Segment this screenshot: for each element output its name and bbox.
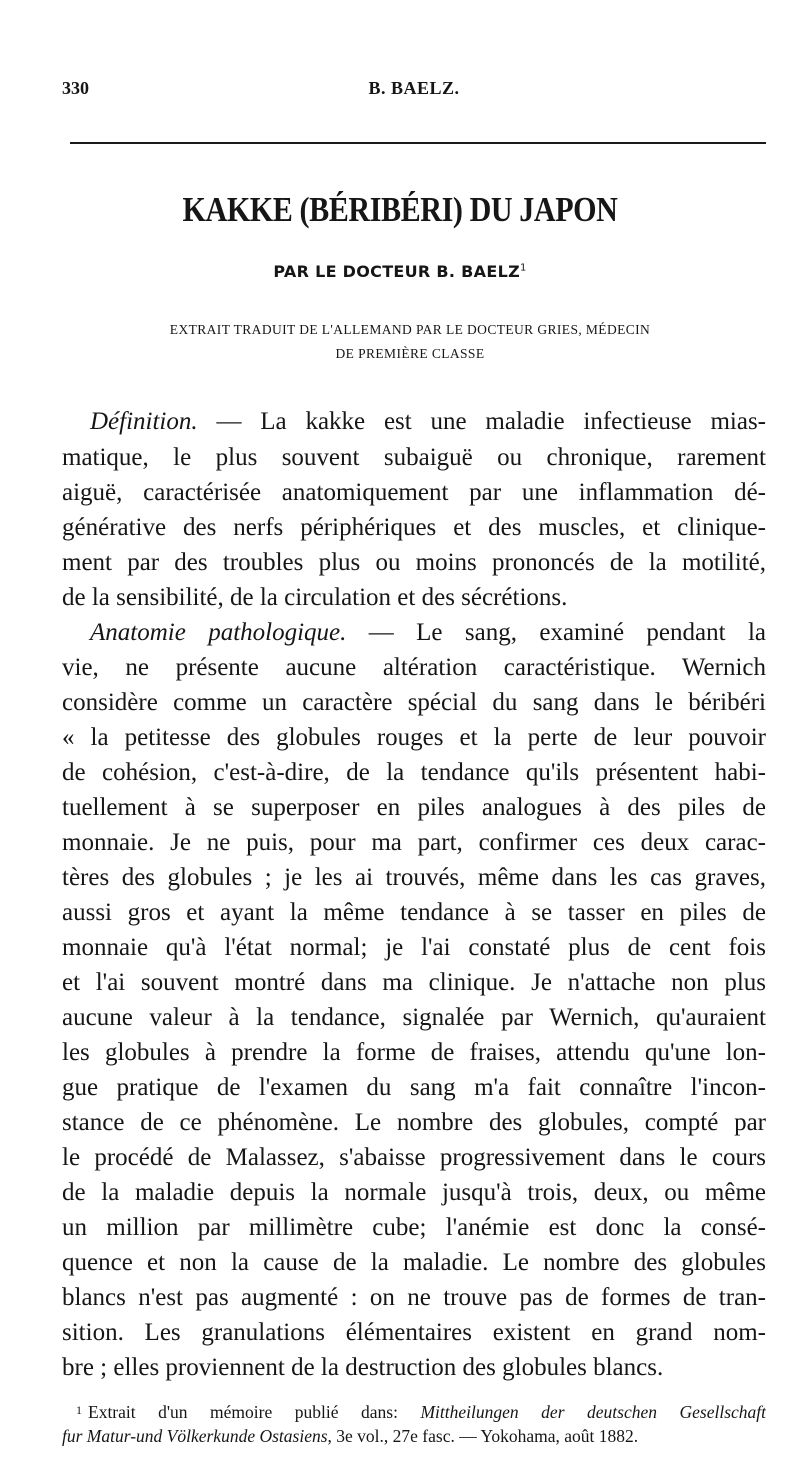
- text-line: monnaie. Je ne puis, pour ma part, confirmer ces deux carac-: [62, 829, 766, 856]
- text-line: [62, 616, 766, 650]
- page-number: 330: [62, 78, 89, 98]
- footnote-line: [62, 1423, 766, 1449]
- text-line: de la sensibilité, de la circulation et des sécrétions.: [62, 584, 568, 611]
- text-line: stance de ce phénomène. Le nombre des globules, compté par: [62, 1109, 766, 1136]
- subtitle-line: EXTRAIT TRADUIT DE L'ALLEMAND PAR LE DOCTEUR GRIES, MÉDECIN: [169, 322, 651, 337]
- text-line: vie, ne présente aucune altération caractéristique. Wernich: [62, 654, 766, 681]
- section-heading-definition: Définition.: [90, 408, 198, 435]
- header-rule: [70, 142, 766, 144]
- text-line: tères des globules ; je les ai trouvés, même dans les cas graves,: [62, 864, 766, 891]
- text-line: « la petitesse des globules rouges et la perte de leur pouvoir: [62, 724, 766, 751]
- text-line: un million par millimètre cube; l'anémie est donc la consé-: [62, 1214, 766, 1241]
- footnote-journal-title: Mittheilungen der deutschen Gesellschaft: [420, 1402, 766, 1422]
- text-fragment: — Le sang, examiné pendant la: [346, 619, 766, 646]
- footnote-text: , 3e vol., 27e fasc. — Yokohama, août 1882.: [327, 1426, 639, 1446]
- section-heading-anatomie: Anatomie pathologique.: [90, 619, 347, 646]
- footnote-text: Extrait d'un mémoire publié dans:: [88, 1402, 421, 1422]
- text-line: aiguë, caractérisée anatomiquement par une inflammation dé-: [62, 479, 766, 506]
- running-head: [62, 78, 766, 104]
- text-line: considère comme un caractère spécial du sang dans le béribéri: [62, 689, 766, 716]
- text-line: aussi gros et ayant la même tendance à se tasser en piles de: [62, 899, 766, 926]
- subtitle: [90, 318, 730, 366]
- text-line: quence et non la cause de la maladie. Le nombre des globules: [62, 1249, 766, 1276]
- text-line: [62, 405, 766, 439]
- text-fragment: — La kakke est une maladie infectieuse mias-: [197, 408, 766, 435]
- text-line: le procédé de Malassez, s'abaisse progressivement dans le cours: [62, 1144, 766, 1171]
- text-line: sition. Les granulations élémentaires existent en grand nom-: [62, 1319, 766, 1346]
- footnote-journal-title: fur Matur-und Völkerkunde Ostasiens: [62, 1426, 328, 1446]
- text-line: monnaie qu'à l'état normal; je l'ai constaté plus de cent fois: [62, 934, 766, 961]
- text-line: ment par des troubles plus ou moins prononcés de la motilité,: [62, 549, 766, 576]
- text-line: et l'ai souvent montré dans ma clinique. Je n'attache non plus: [62, 969, 766, 996]
- author-name: PAR LE DOCTEUR B. BAELZ: [273, 262, 520, 281]
- footnote-line: [62, 1397, 766, 1423]
- text-line: les globules à prendre la forme de fraises, attendu qu'une lon-: [62, 1039, 766, 1066]
- text-line: aucune valeur à la tendance, signalée par Wernich, qu'auraient: [62, 1004, 766, 1031]
- article-title: KAKKE (BÉRIBÉRI) DU JAPON: [182, 190, 618, 229]
- text-line: gue pratique de l'examen du sang m'a fait connaître l'incon-: [62, 1074, 766, 1101]
- text-line: blancs n'est pas augmenté : on ne trouve pas de formes de tran-: [62, 1284, 766, 1311]
- text-line: de cohésion, c'est-à-dire, de la tendance qu'ils présentent habi-: [62, 759, 766, 786]
- author-line: [0, 262, 800, 281]
- footnote-reference: 1: [519, 262, 527, 274]
- text-line: tuellement à se superposer en piles analogues à des piles de: [62, 794, 766, 821]
- text-line: de la maladie depuis la normale jusqu'à trois, deux, ou même: [62, 1179, 766, 1206]
- running-title: B. BAELZ.: [368, 78, 460, 98]
- text-line: matique, le plus souvent subaiguë ou chronique, rarement: [62, 444, 766, 471]
- footnote-mark: 1: [76, 1403, 82, 1417]
- subtitle-line: DE PREMIÈRE CLASSE: [335, 346, 485, 361]
- text-line: générative des nerfs périphériques et des muscles, et clinique-: [62, 514, 766, 541]
- text-line: bre ; elles proviennent de la destruction des globules blancs.: [62, 1354, 664, 1381]
